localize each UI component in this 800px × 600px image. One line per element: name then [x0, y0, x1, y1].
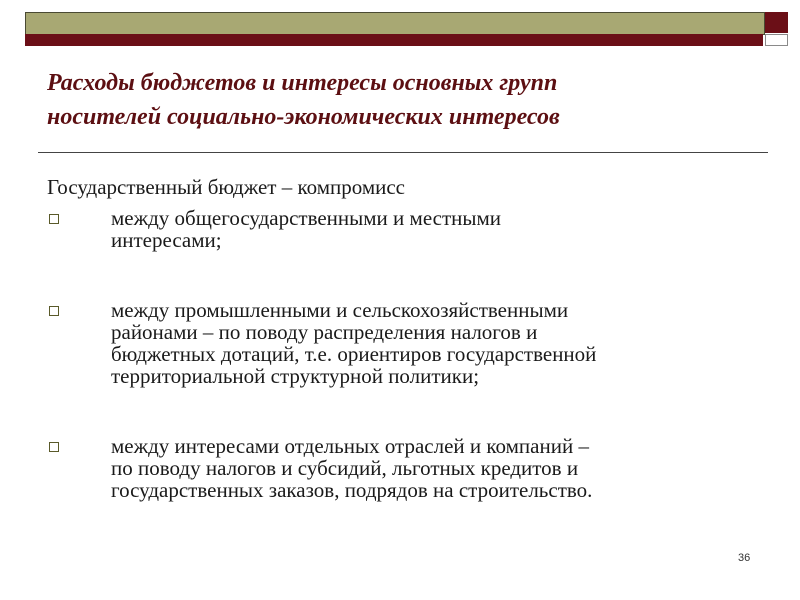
hollow-square-bullet-icon: [49, 306, 59, 316]
header-olive-bar: [25, 12, 765, 35]
lead-text: Государственный бюджет – компромисс: [47, 175, 405, 199]
title-line: Расходы бюджетов и интересы основных групп: [47, 70, 558, 96]
bullet-line: по поводу налогов и субсидий, льготных кредитов и: [111, 456, 579, 480]
bullet-line: между промышленными и сельскохозяйственными: [111, 298, 569, 322]
bullet-line: между интересами отдельных отраслей и компаний –: [111, 434, 589, 458]
bullet-list: [47, 207, 747, 501]
header-outline-square: [765, 34, 788, 46]
hollow-square-bullet-icon: [49, 214, 59, 224]
bullet-line: районами – по поводу распределения налогов и: [111, 320, 538, 344]
bullet-line: между общегосударственными и местными: [111, 206, 502, 230]
bullet-item: [47, 435, 747, 501]
title-divider: [38, 152, 768, 153]
hollow-square-bullet-icon: [49, 442, 59, 452]
bullet-line: государственных заказов, подрядов на строительство.: [111, 478, 593, 502]
bullet-item: [47, 207, 747, 251]
header-maroon-square: [765, 12, 788, 33]
bullet-line: интересами;: [111, 228, 222, 252]
slide-title: [47, 66, 767, 134]
title-line: носителей социально-экономических интересов: [47, 104, 560, 130]
bullet-line: бюджетных дотаций, т.е. ориентиров государственной: [111, 342, 597, 366]
bullet-item: [47, 299, 747, 387]
header-maroon-bar: [25, 34, 763, 46]
bullet-line: территориальной структурной политики;: [111, 364, 480, 388]
page-number: 36: [738, 552, 751, 564]
